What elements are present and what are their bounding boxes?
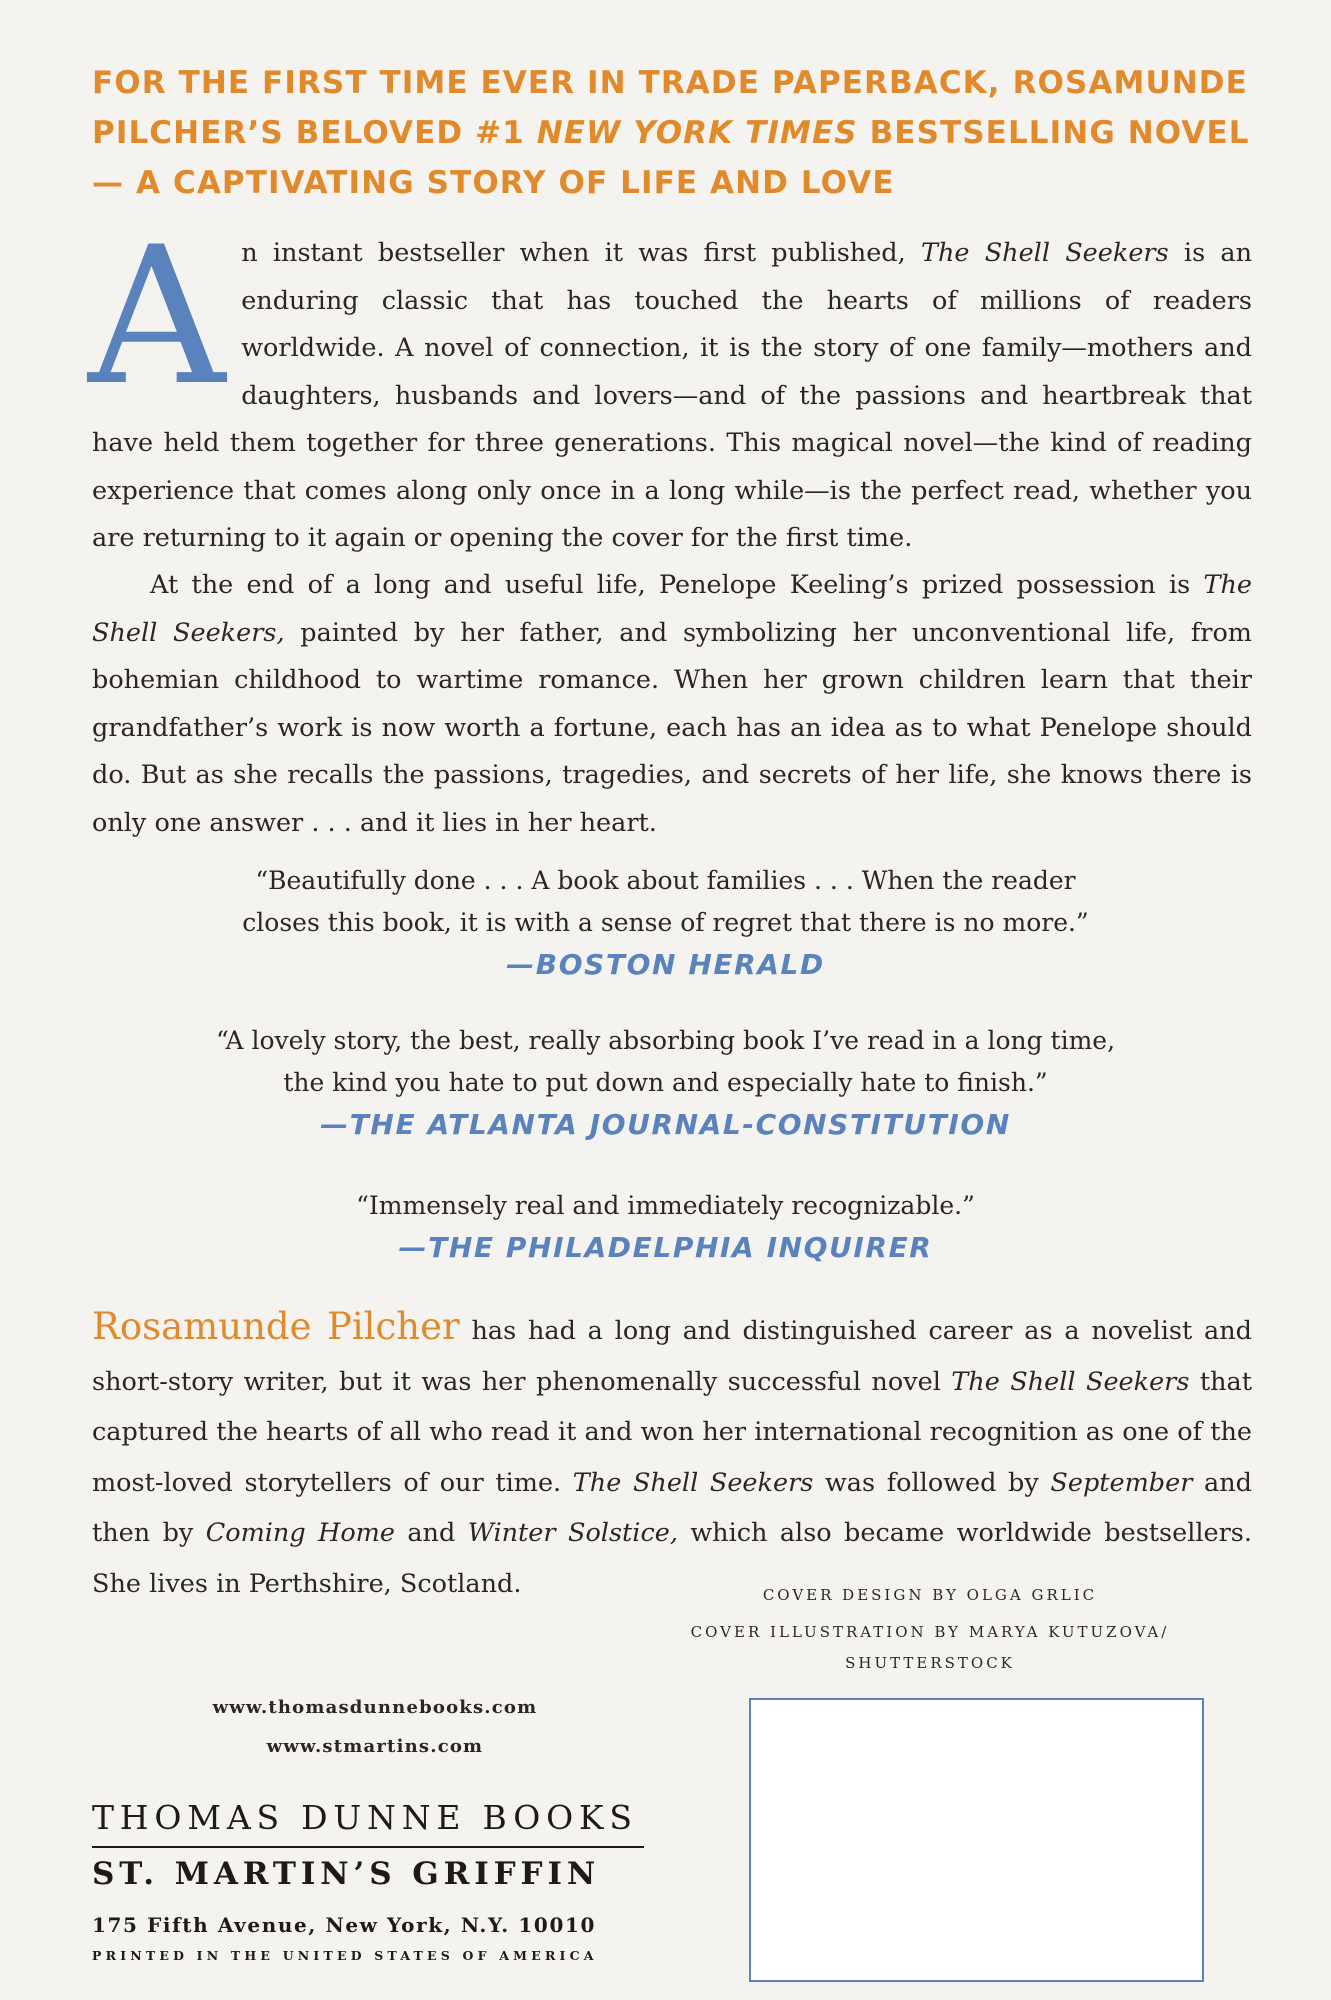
publisher-address: 175 Fifth Avenue, New York, N.Y. 10010 [92, 1913, 596, 1937]
intro-text2: is an enduring classic that has touched the hearts of millions of readers worldwide. A novel of connection, it is the story of one family—mothers and daughters, husbands and lovers—and of the passions and heartbreak that have held them together for three generations. This magical novel—the kind of reading experience that comes along only once in a long while—is the perfect read, whether you are returning to it again or opening the cover for the first time. [92, 238, 1252, 553]
synopsis-book-title: The Shell Seekers, [92, 570, 1252, 648]
printed-in: PRINTED IN THE UNITED STATES OF AMERICA [92, 1948, 598, 1963]
quote-source: —THE ATLANTA JOURNAL-CONSTITUTION [320, 1108, 1011, 1141]
bio-text: that captured the hearts of all who read it and won her international recognition as one of the most-loved storytellers of our time. [92, 1366, 1253, 1498]
bio-book-title: Winter Solstice, [467, 1518, 678, 1548]
credit-line: SHUTTERSTOCK [845, 1654, 1015, 1672]
author-name: Rosamunde Pilcher [92, 1305, 460, 1348]
intro-paragraph [88, 206, 1252, 563]
bio-text: has had a long and distinguished career as a novelist and short-story writer, but it was her phenomenally successful novel [92, 1316, 1252, 1397]
bio-text: which also became worldwide bestsellers. She lives in Perthshire, Scotland. [92, 1518, 1252, 1599]
review-quote-boston [0, 860, 1331, 986]
quote-line: closes this book, it is with a sense of regret that there is no more.” [242, 908, 1089, 937]
intro-text1: n instant bestseller when it was first published, [241, 238, 921, 268]
bio-book-title: September [1050, 1467, 1193, 1498]
bio-book-title: Coming Home [205, 1518, 395, 1548]
quote-line: “Immensely real and immediately recognizable.” [356, 1191, 975, 1220]
synopsis-text2: painted by her father, and symbolizing her unconventional life, from bohemian childhood to wartime romance. When her grown children learn that their grandfather’s work is now worth a fortune, each has an idea as to what Penelope should do. But as she recalls the passions, tragedies, and secrets of her life, she knows there is only one answer . . . and it lies in her heart. [92, 617, 1252, 838]
bio-text: and [394, 1518, 468, 1548]
publisher-url[interactable]: www.stmartins.com [266, 1736, 484, 1757]
credit-line: COVER ILLUSTRATION BY MARYA KUTUZOVA/ [690, 1623, 1170, 1641]
drop-cap: A [88, 206, 226, 427]
cover-design-credit: COVER DESIGN BY OLGA GRLIC [762, 1586, 1098, 1604]
publisher-url[interactable]: www.thomasdunnebooks.com [212, 1697, 538, 1718]
bio-text: was followed by [813, 1467, 1051, 1498]
author-bio [92, 1302, 1252, 1609]
imprint-divider [92, 1846, 644, 1848]
headline-part2: BESTSELLING NOVEL— A CAPTIVATING STORY OF LIFE AND LOVE [92, 115, 1250, 201]
cover-illustration-credit [690, 1617, 1170, 1679]
barcode-box [749, 1698, 1204, 1982]
quote-line: the kind you hate to put down and especially hate to finish.” [283, 1068, 1048, 1097]
imprint-thomas-dunne: THOMAS DUNNE BOOKS [92, 1798, 638, 1837]
review-quote-philadelphia [0, 1185, 1331, 1269]
quote-source: —BOSTON HERALD [506, 948, 825, 981]
bio-text: and then by [92, 1467, 1253, 1548]
synopsis-text1: At the end of a long and useful life, Penelope Keeling’s prized possession is [150, 570, 1204, 600]
bio-book-title: The Shell Seekers [572, 1467, 814, 1498]
imprint-st-martins: ST. MARTIN’S GRIFFIN [92, 1856, 601, 1892]
quote-line: “Beautifully done . . . A book about families . . . When the reader [255, 866, 1076, 895]
headline-italic: NEW YORK TIMES [536, 115, 858, 151]
headline-part1: FOR THE FIRST TIME EVER IN TRADE PAPERBACK, ROSAMUNDE PILCHER’S BELOVED #1 [92, 65, 1248, 151]
intro-book-title: The Shell Seekers [920, 238, 1169, 268]
review-quote-atlanta [0, 1020, 1331, 1146]
bio-book-title: The Shell Seekers [951, 1366, 1190, 1397]
synopsis-paragraph [92, 562, 1252, 847]
quote-line: “A lovely story, the best, really absorbing book I’ve read in a long time, [215, 1026, 1116, 1055]
headline [92, 58, 1252, 208]
quote-source: —THE PHILADELPHIA INQUIRER [398, 1231, 933, 1264]
